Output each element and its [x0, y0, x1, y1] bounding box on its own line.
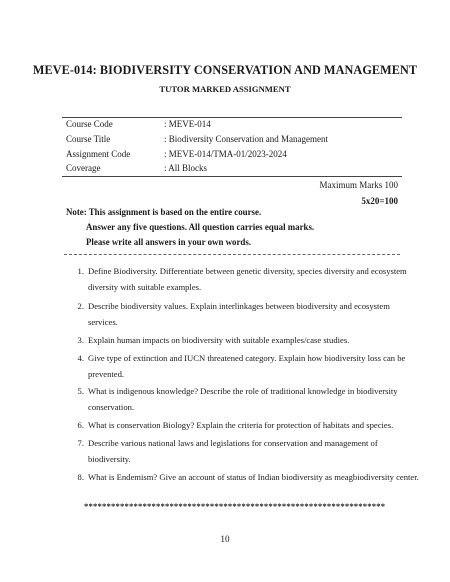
question-8 [70, 470, 420, 486]
assignment-code-label: Assignment Code [66, 149, 131, 159]
star-separator: ******************************************************************* [84, 501, 386, 511]
maximum-marks: Maximum Marks 100 [319, 180, 398, 190]
question-text: Give type of extinction and IUCN threatened category. Explain how biodiversity loss can be prevented. [88, 353, 406, 379]
question-text: Define Biodiversity. Differentiate between genetic diversity, species diversity and ecosystem diversity with suitable examples. [88, 266, 407, 292]
note-line-3: Please write all answers in your own words. [86, 237, 252, 247]
question-3 [70, 333, 420, 349]
assignment-code-value: : MEVE-014/TMA-01/2023-2024 [164, 149, 287, 159]
course-code-value: : MEVE-014 [164, 119, 211, 129]
question-1 [70, 264, 420, 295]
question-text: What is Endemism? Give an account of status of Indian biodiversity as meagbiodiversity center. [88, 472, 419, 482]
question-text: Describe biodiversity values. Explain interlinkages between biodiversity and ecosystem services. [88, 301, 390, 327]
table-top-rule [62, 117, 402, 118]
question-number: 7. [77, 438, 84, 448]
question-text: Describe various national laws and legislations for conservation and management of biodiversity. [88, 438, 378, 464]
question-2 [70, 299, 420, 330]
question-text: Explain human impacts on biodiversity with suitable examples/case studies. [88, 335, 350, 345]
dashed-separator [64, 254, 400, 255]
table-bottom-rule [62, 176, 402, 177]
course-title-label: Course Title [66, 134, 111, 144]
question-number: 8. [77, 472, 84, 482]
course-title-value: : Biodiversity Conservation and Management [164, 134, 328, 144]
note-line-2: Answer any five questions. All question carries equal marks. [86, 222, 315, 232]
question-text: What is indigenous knowledge? Describe the role of traditional knowledge in biodiversity conservation. [88, 386, 398, 412]
marks-breakdown: 5x20=100 [361, 196, 398, 206]
document-title: MEVE-014: BIODIVERSITY CONSERVATION AND MANAGEMENT [32, 63, 418, 77]
note-line-1: Note: This assignment is based on the entire course. [66, 207, 262, 217]
page-number: 10 [220, 534, 230, 544]
question-number: 4. [77, 353, 84, 363]
question-7 [70, 436, 420, 467]
coverage-value: : All Blocks [164, 163, 208, 173]
coverage-label: Coverage [66, 163, 101, 173]
question-number: 2. [77, 301, 84, 311]
question-6 [70, 418, 420, 434]
question-4 [70, 351, 420, 382]
question-number: 6. [77, 420, 84, 430]
question-number: 1. [77, 266, 84, 276]
question-number: 5. [77, 386, 84, 396]
question-number: 3. [77, 335, 84, 345]
question-text: What is conservation Biology? Explain the criteria for protection of habitats and species. [88, 420, 394, 430]
course-code-label: Course Code [66, 119, 113, 129]
question-5 [70, 384, 420, 415]
document-subtitle: TUTOR MARKED ASSIGNMENT [159, 84, 291, 94]
